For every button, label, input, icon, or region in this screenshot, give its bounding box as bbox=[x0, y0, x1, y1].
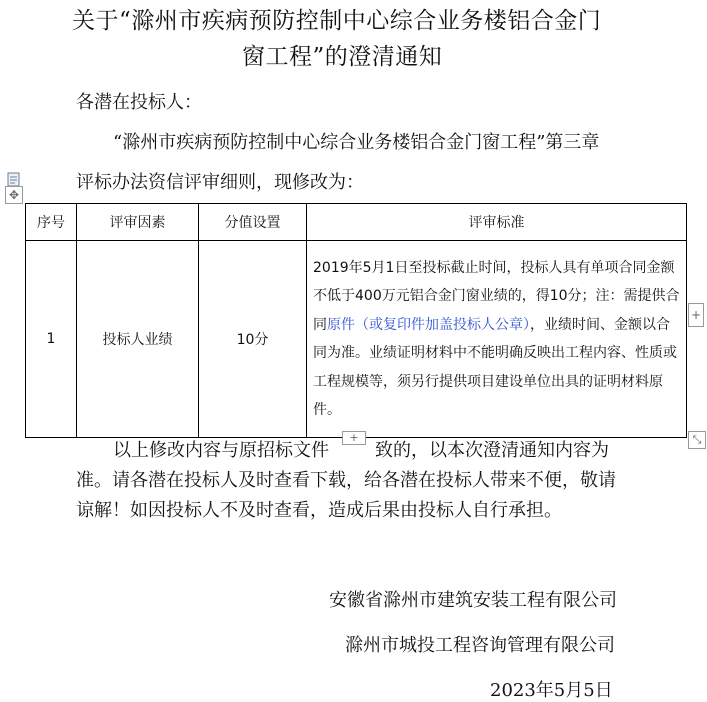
intro-line-2: 评标办法资信评审细则，现修改为： bbox=[76, 172, 364, 193]
add-column-button[interactable]: + bbox=[688, 303, 704, 327]
standard-text-part-2: ，业绩时间、金额以合同为准。业绩证明材料中不能明确反映出工程内容、性质或工程规模等，须另行提供项目建设单位出具的证明材料原件。 bbox=[313, 316, 677, 418]
signature-organization-1: 安徽省滁州市建筑安装工程有限公司 bbox=[329, 590, 617, 611]
closing-line-3: 谅解！如因投标人不及时查看，造成后果由投标人自行承担。 bbox=[76, 500, 562, 521]
add-row-button[interactable]: + bbox=[342, 431, 366, 445]
cell-review-standard bbox=[307, 241, 687, 438]
table-move-handle[interactable]: ✥ bbox=[5, 186, 23, 204]
document-title-line-2: 窗工程”的澄清通知 bbox=[242, 44, 443, 70]
intro-line-1: “滁州市疾病预防控制中心综合业务楼铝合金门窗工程”第三章 bbox=[113, 132, 600, 153]
header-score-setting: 分值设置 bbox=[199, 204, 307, 241]
table-row bbox=[26, 241, 687, 438]
cell-review-factor: 投标人业绩 bbox=[77, 241, 199, 438]
table-resize-handle[interactable]: ⤡ bbox=[688, 431, 706, 449]
header-review-standard: 评审标准 bbox=[307, 204, 687, 241]
standard-text-part-1: 2019年5月1日至投标截止时间，投标人具有单项合同金额不低于400万元铝合金门窗业绩的，得10分；注：需提供合同 bbox=[313, 259, 680, 333]
closing-line-2: 准。请各潜在投标人及时查看下载，给各潜在投标人带来不便，敬请 bbox=[76, 470, 616, 491]
cell-serial-no: 1 bbox=[26, 241, 77, 438]
evaluation-criteria-table bbox=[25, 203, 687, 438]
table-header-row bbox=[26, 204, 687, 241]
signature-organization-2: 滁州市城投工程咨询管理有限公司 bbox=[345, 635, 615, 656]
salutation: 各潜在投标人： bbox=[76, 92, 202, 113]
closing-line-1-part-2: 致的，以本次澄清通知内容为 bbox=[375, 440, 609, 461]
header-serial-no: 序号 bbox=[26, 204, 77, 241]
signature-date: 2023年5月5日 bbox=[490, 680, 613, 701]
standard-text-highlight: 原件（或复印件加盖投标人公章） bbox=[327, 316, 530, 333]
header-review-factor: 评审因素 bbox=[77, 204, 199, 241]
closing-line-1-part-1: 以上修改内容与原招标文件 bbox=[113, 440, 329, 461]
document-title-line-1: 关于“滁州市疾病预防控制中心综合业务楼铝合金门 bbox=[72, 8, 602, 34]
cell-score: 10分 bbox=[199, 241, 307, 438]
